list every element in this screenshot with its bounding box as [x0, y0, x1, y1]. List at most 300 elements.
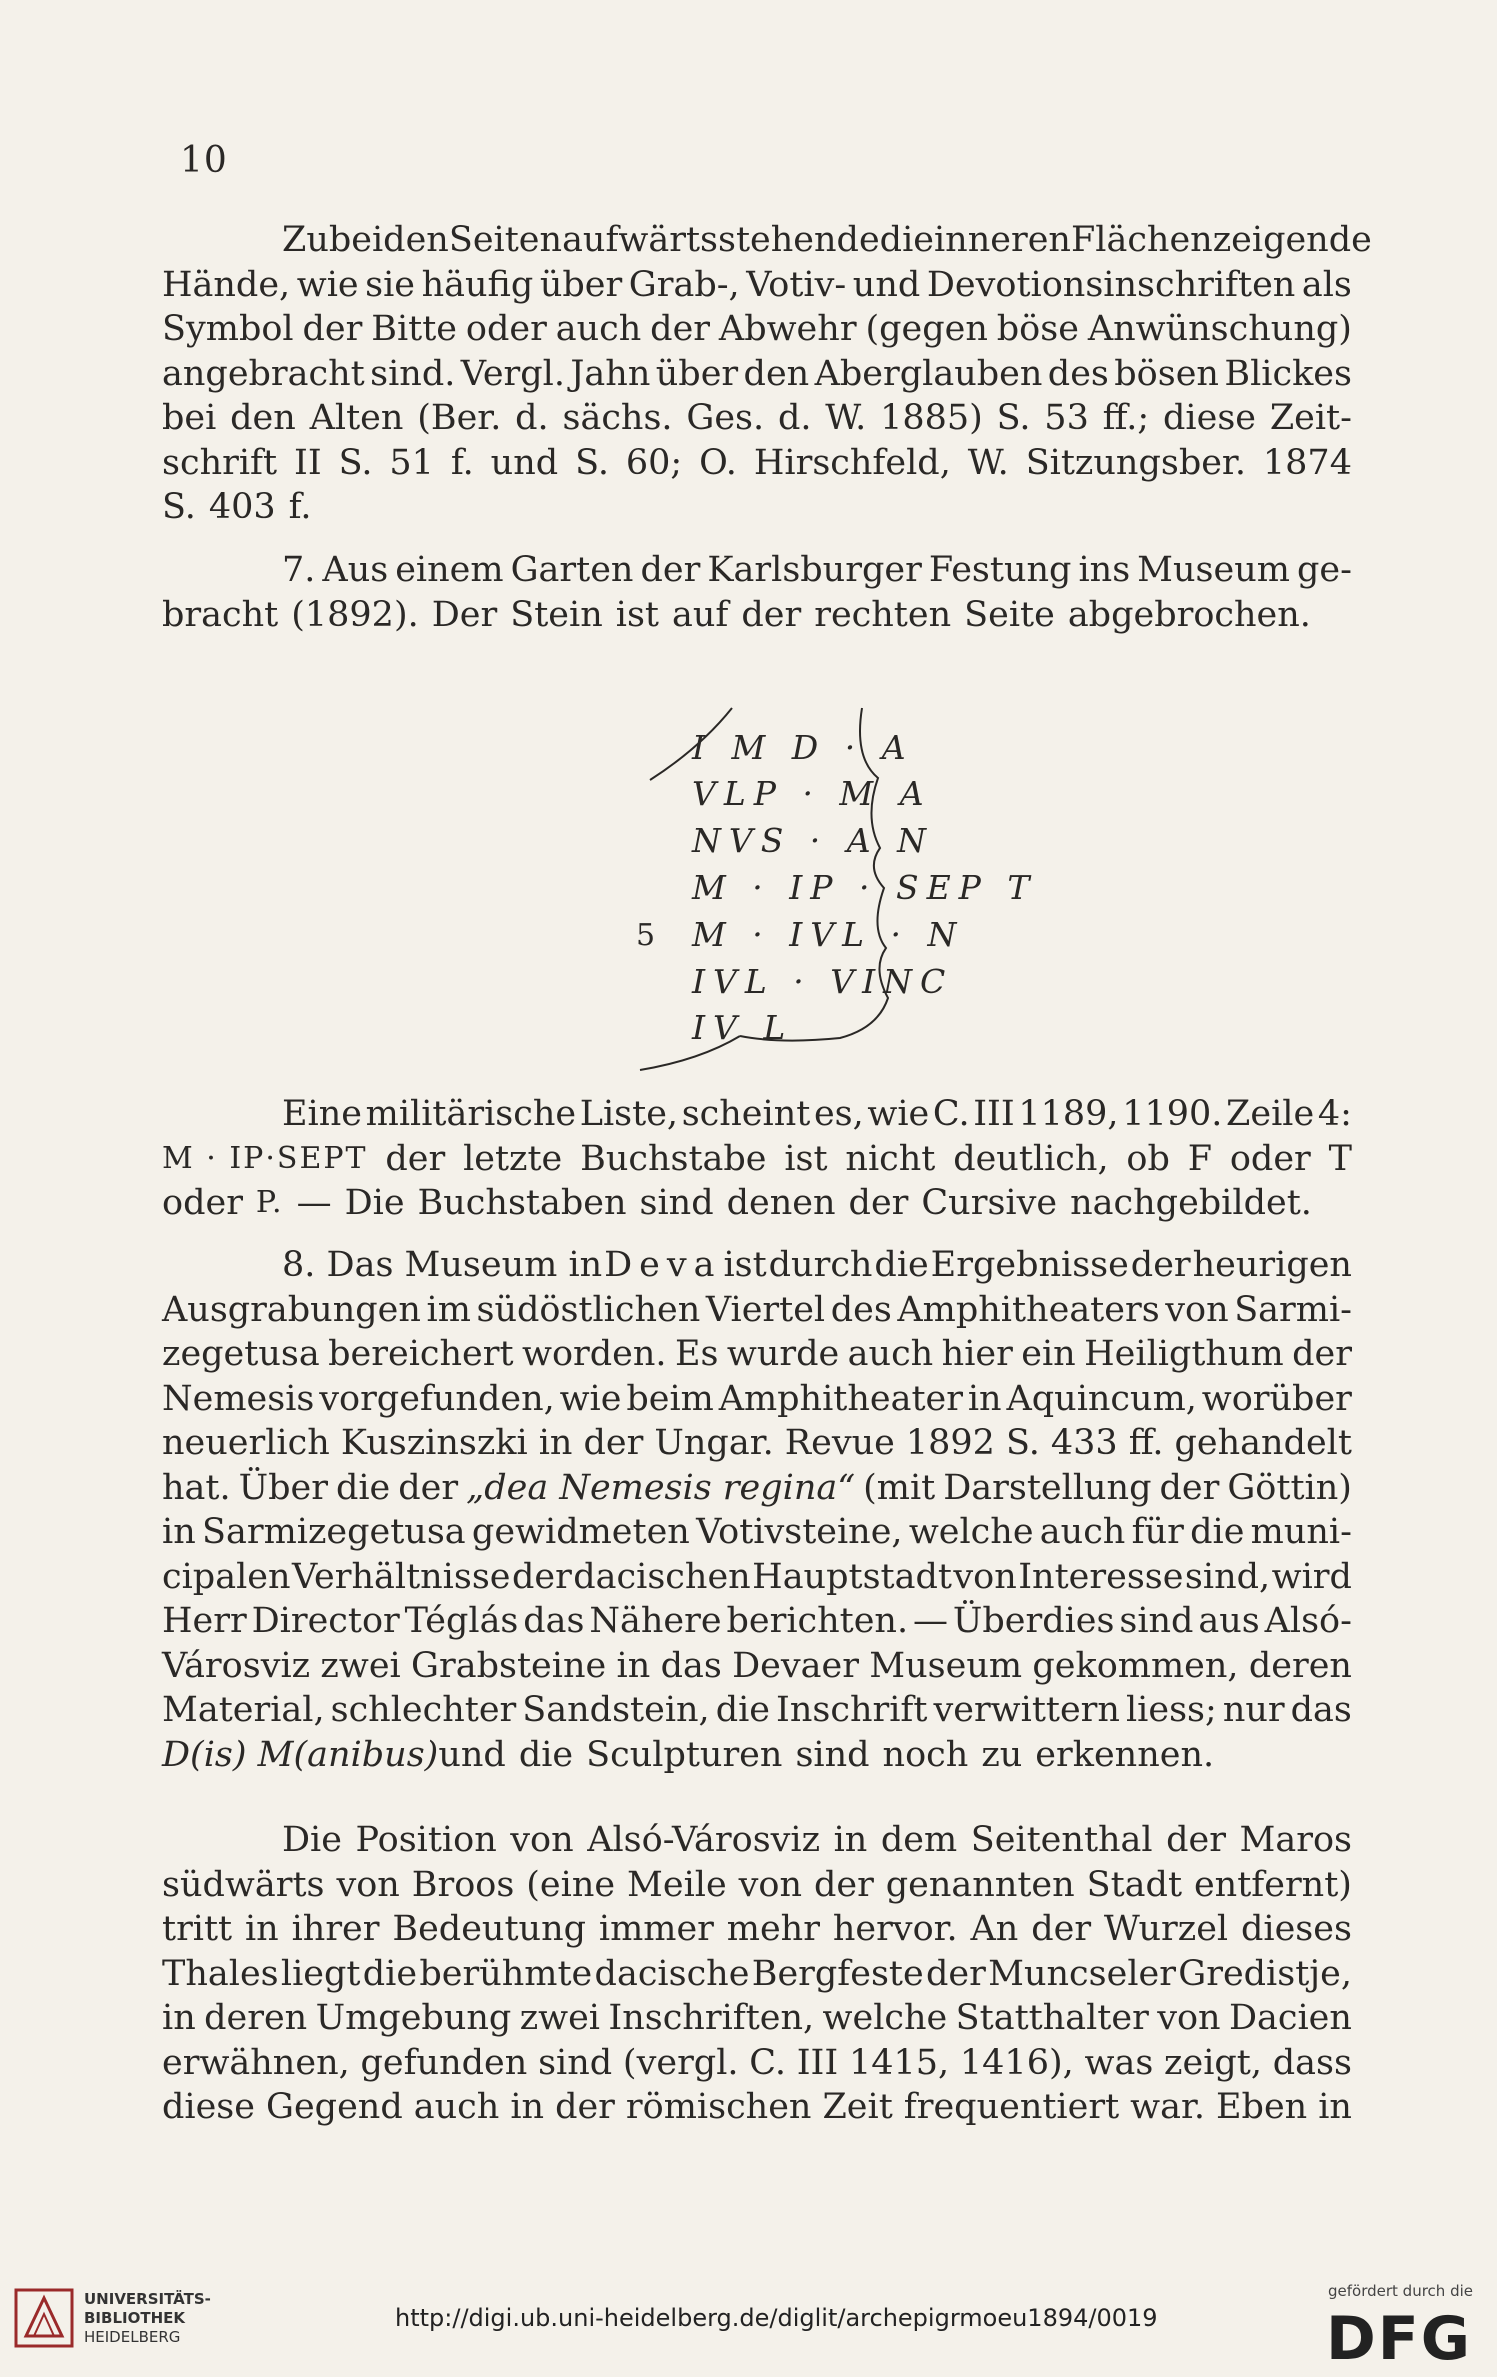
word: Aberglauben	[814, 353, 1043, 394]
word: Nähere	[589, 1601, 722, 1641]
word: Sarmi-	[1234, 1289, 1352, 1330]
word: Inschrift	[776, 1690, 928, 1730]
word: in	[162, 1512, 196, 1552]
word: in	[967, 1378, 1002, 1419]
word: der	[1166, 1820, 1226, 1860]
word: 1190.	[1122, 1094, 1223, 1134]
paragraph-4	[162, 1243, 1352, 1777]
paragraph-2	[162, 548, 1352, 637]
page-number: 10	[180, 140, 228, 181]
word: der	[302, 309, 363, 349]
word: wird	[1271, 1556, 1352, 1597]
word: Kuszinszki	[340, 1423, 528, 1463]
inscription-line: I M D · A	[692, 728, 914, 767]
word: Der	[431, 594, 498, 635]
library-name-line: BIBLIOTHEK	[84, 2309, 185, 2327]
word: 8. Das Museum in	[282, 1245, 603, 1285]
word: Garten	[510, 550, 634, 590]
inscription-line: NVS · A N	[692, 821, 934, 860]
text-line	[162, 1332, 1352, 1377]
word: wie	[867, 1094, 930, 1134]
word: 1415,	[848, 2042, 950, 2083]
word: schrift	[162, 442, 278, 483]
word: bei	[162, 398, 217, 438]
word: Grab-,	[628, 264, 740, 305]
word: bereichert	[328, 1334, 514, 1374]
word: Anwünschung)	[1087, 309, 1352, 349]
word: der	[1292, 1334, 1352, 1374]
word: Amphitheater	[718, 1378, 963, 1419]
word: Nemesis	[162, 1378, 315, 1419]
word: Museum	[869, 1645, 1023, 1686]
dfg-logo: DFG	[1326, 2304, 1473, 2374]
word: ist	[784, 1138, 828, 1179]
word: auch	[413, 2087, 500, 2127]
word: auch	[847, 1334, 934, 1374]
word: S.	[162, 487, 196, 527]
word: 1885)	[880, 398, 983, 438]
word: militärische	[365, 1094, 577, 1134]
word: in	[1318, 2087, 1352, 2127]
word: zegetusa	[162, 1334, 320, 1374]
word: ins	[1078, 550, 1131, 590]
word: f.	[288, 487, 312, 527]
word: wurde	[726, 1334, 840, 1374]
word: über	[655, 353, 739, 394]
word: ein	[1021, 1334, 1076, 1374]
word: das	[1290, 1690, 1352, 1730]
word: 1874	[1262, 442, 1352, 483]
word: der	[583, 1423, 644, 1463]
word: immer	[598, 1909, 714, 1949]
word: cipalen	[162, 1556, 291, 1597]
word: aufwärtsstehende	[562, 220, 880, 260]
word: gewidmeten	[471, 1512, 690, 1552]
word: der	[925, 1953, 986, 1994]
word: ff.;	[1102, 398, 1150, 438]
word: —	[296, 1183, 332, 1223]
word: liegt	[280, 1953, 361, 1994]
word: den	[230, 398, 296, 438]
word: die	[715, 1690, 771, 1730]
word: gekommen,	[1032, 1645, 1239, 1686]
text-line	[162, 1510, 1352, 1555]
word: d.	[777, 398, 812, 438]
word: erkennen.	[1035, 1734, 1215, 1775]
word: Seitenthal	[970, 1820, 1153, 1860]
word: Über	[238, 1467, 328, 1508]
word: Devaer	[732, 1645, 859, 1686]
word: auch	[555, 309, 642, 349]
word: der	[813, 1864, 874, 1905]
word: oder	[1229, 1138, 1311, 1179]
word: worüber	[1201, 1378, 1352, 1419]
word: Es	[674, 1334, 719, 1374]
word: Revue	[784, 1423, 895, 1463]
word: Herr	[162, 1601, 247, 1641]
word: südwärts	[162, 1864, 325, 1905]
word: Seiten	[448, 220, 563, 260]
word: Meile	[627, 1864, 727, 1905]
word: Statthalter	[955, 1998, 1149, 2038]
word: was	[1084, 2042, 1154, 2083]
word: scheint	[681, 1094, 811, 1134]
inscription-line: IV L	[692, 1008, 794, 1047]
text-line	[162, 1466, 1352, 1511]
word: von	[510, 1820, 574, 1860]
text-line	[162, 307, 1352, 352]
word: 51	[389, 442, 434, 483]
word: zeigende	[1212, 220, 1372, 260]
word: deutlich,	[953, 1138, 1109, 1179]
word: vorgefunden,	[319, 1378, 555, 1419]
word: oder	[162, 1183, 243, 1223]
word: Heiligthum	[1084, 1334, 1284, 1374]
word: 1892	[905, 1423, 995, 1463]
word: sind	[1119, 1601, 1194, 1641]
word: Vergl.	[460, 353, 565, 394]
word: auf	[671, 594, 729, 635]
word: Hände,	[162, 264, 291, 305]
word: d.	[515, 398, 549, 438]
word: von	[953, 1556, 1017, 1597]
text-line	[162, 2041, 1352, 2086]
text-line	[162, 1421, 1352, 1466]
word: der	[398, 1467, 459, 1508]
word: Sitzungsber.	[1025, 442, 1246, 483]
word: Wurzel	[1103, 1909, 1229, 1949]
word: Gredistje,	[1178, 1953, 1352, 1994]
word: Darstellung	[943, 1467, 1152, 1508]
word: in	[538, 1423, 573, 1463]
library-name-line: UNIVERSITÄTS-	[84, 2290, 211, 2308]
funded-by-label: gefördert durch die	[1328, 2282, 1473, 2300]
word: dieses	[1240, 1909, 1352, 1949]
word: berichten.	[726, 1601, 909, 1641]
word: nachgebildet.	[1070, 1183, 1312, 1223]
word: Material,	[162, 1690, 325, 1730]
inscription-quote: M · IP·SEPT	[162, 1140, 368, 1176]
word: der	[1130, 1245, 1191, 1285]
word: Die	[344, 1183, 405, 1223]
word: die	[874, 1245, 929, 1285]
text-line	[162, 1644, 1352, 1689]
word: ff.	[1128, 1423, 1164, 1463]
word: diese	[162, 2087, 255, 2127]
word: nur	[1222, 1690, 1285, 1730]
word: Ergebnisse	[930, 1245, 1129, 1285]
word: und	[852, 264, 921, 305]
word: ob	[1126, 1138, 1170, 1179]
word: der	[1159, 1467, 1220, 1508]
word: gehandelt	[1174, 1423, 1352, 1463]
word: frequentiert	[903, 2087, 1120, 2127]
word: (gegen	[865, 309, 988, 349]
word: Ungar.	[654, 1423, 774, 1463]
text-line	[162, 441, 1352, 486]
inscription-line: VLP · M A	[692, 774, 932, 813]
inscription-figure	[636, 708, 1038, 1068]
word: zwei	[519, 1998, 600, 2038]
word: sächs.	[562, 398, 673, 438]
word: Flächen	[1070, 220, 1213, 260]
word: f.	[450, 442, 474, 483]
word: wie	[559, 1378, 622, 1419]
word: entfernt)	[1193, 1864, 1352, 1905]
word: sind	[795, 1734, 870, 1775]
word: Interesse	[1018, 1556, 1184, 1597]
word: sind.	[370, 353, 456, 394]
text-line	[162, 1092, 1352, 1137]
word: Bitte	[371, 309, 458, 349]
word: dacische	[594, 1953, 750, 1994]
word: Verhältnisse	[291, 1556, 511, 1597]
text-line	[162, 1243, 1352, 1288]
word: angebracht	[162, 353, 365, 394]
word: hervor.	[832, 1909, 958, 1949]
word: noch	[882, 1734, 969, 1775]
italic-formula: D(is) M(anibus)	[162, 1734, 439, 1775]
word: gefunden	[360, 2042, 528, 2083]
word: Alsó-	[1264, 1601, 1352, 1641]
word: der	[640, 550, 701, 590]
word: zu	[981, 1734, 1023, 1775]
word: von	[336, 1864, 400, 1905]
word: liess;	[1125, 1690, 1217, 1730]
word: neuerlich	[162, 1423, 330, 1463]
library-name-line: HEIDELBERG	[84, 2328, 181, 2346]
word: in	[833, 1820, 868, 1860]
word: Stadt	[1086, 1864, 1183, 1905]
word: Karlsburger	[707, 550, 922, 590]
word: der	[848, 1183, 909, 1223]
word: dass	[1272, 2042, 1352, 2083]
word: der	[1031, 1909, 1092, 1949]
library-logo-icon	[14, 2288, 74, 2348]
word: 403	[208, 487, 276, 527]
word: der	[741, 594, 802, 635]
word: mehr	[726, 1909, 820, 1949]
word: ihrer	[291, 1909, 380, 1949]
word: deren	[204, 1998, 308, 2038]
word: die	[879, 220, 934, 260]
word: im	[426, 1289, 471, 1330]
word: An	[970, 1909, 1019, 1949]
text-line	[162, 1733, 1352, 1778]
spaced-place-name: Deva	[604, 1245, 722, 1285]
inscription-line-number: 5	[636, 918, 656, 953]
word: des	[830, 1289, 892, 1330]
text-line	[162, 1181, 1352, 1226]
word: rechten	[814, 594, 952, 635]
text-line	[162, 1996, 1352, 2041]
word: hat.	[162, 1467, 231, 1508]
word: 7.	[282, 550, 316, 590]
word: Maros	[1239, 1820, 1352, 1860]
word: aus	[1198, 1601, 1260, 1641]
word: Aus	[322, 550, 389, 590]
text-line	[162, 1137, 1352, 1182]
word: nicht	[845, 1138, 936, 1179]
word: W.	[825, 398, 867, 438]
word: in	[510, 2087, 545, 2127]
word: 433	[1050, 1423, 1118, 1463]
italic-quote: „dea Nemesis regina“	[466, 1467, 856, 1508]
word: letzte	[463, 1138, 563, 1179]
word: Bedeutung	[392, 1909, 587, 1949]
word: Gegend	[266, 2087, 403, 2127]
word: abgebrochen.	[1067, 594, 1311, 635]
word: wie	[296, 264, 359, 305]
word: Muncseler	[988, 1953, 1176, 1994]
word: Seite	[964, 594, 1055, 635]
word: von	[1165, 1289, 1229, 1330]
library-name	[84, 2290, 211, 2347]
word: ge-	[1296, 550, 1352, 590]
word: II	[294, 442, 322, 483]
text-line	[162, 485, 1352, 530]
word: das	[660, 1645, 722, 1686]
word: Director	[251, 1601, 400, 1641]
word: über	[539, 264, 623, 305]
paragraph-5	[162, 1818, 1352, 2130]
word: der	[511, 1556, 572, 1597]
paragraph-3	[162, 1092, 1352, 1226]
word: auch	[1039, 1512, 1126, 1552]
word: denen	[726, 1183, 836, 1223]
word: worden.	[521, 1334, 667, 1374]
word: dacischen	[573, 1556, 751, 1597]
word: Alten	[309, 398, 404, 438]
word: 1189,	[1018, 1094, 1119, 1134]
word: häufig	[421, 264, 534, 305]
word: der	[385, 1138, 446, 1179]
word: Amphitheaters	[897, 1289, 1160, 1330]
inscription-line: M · IP · SEP T	[692, 868, 1038, 907]
word: die	[1190, 1512, 1245, 1552]
word: 4:	[1317, 1094, 1352, 1134]
text-line	[162, 1818, 1352, 1863]
word: ist	[615, 594, 659, 635]
text-line	[162, 1555, 1352, 1600]
word: war.	[1130, 2087, 1205, 2127]
word: Buchstabe	[580, 1138, 767, 1179]
word: in	[616, 1645, 651, 1686]
word: von	[1157, 1998, 1221, 2038]
word: Position	[355, 1820, 497, 1860]
word: Dacien	[1228, 1998, 1352, 2038]
word: Zeit-	[1269, 398, 1352, 438]
inscription-line: IVL · VINC	[692, 962, 954, 1001]
text-line	[162, 1952, 1352, 1997]
word: berühmte	[419, 1953, 593, 1994]
word: Ausgrabungen	[162, 1289, 421, 1330]
word: Eben	[1215, 2087, 1308, 2127]
word: die	[335, 1467, 391, 1508]
word: das	[523, 1601, 585, 1641]
text-line	[162, 1907, 1352, 1952]
word: erwähnen,	[162, 2042, 350, 2083]
word: der	[555, 2087, 615, 2127]
word: und	[438, 1734, 506, 1775]
word: die	[518, 1734, 574, 1775]
word: und	[490, 442, 559, 483]
word: Votiv-	[746, 264, 847, 305]
source-url-link[interactable]: http://digi.ub.uni-heidelberg.de/diglit/archepigrmoeu1894/0019	[395, 2304, 1158, 2332]
word: C.	[749, 2042, 786, 2083]
word: bracht	[162, 594, 279, 635]
word: Hauptstadt	[752, 1556, 952, 1597]
word: heurigen	[1192, 1245, 1352, 1285]
word: muni-	[1250, 1512, 1352, 1552]
word: Umgebung	[315, 1998, 512, 2038]
word: Városviz	[162, 1645, 311, 1686]
footer-bar	[0, 2268, 1497, 2377]
word: genannten	[885, 1864, 1075, 1905]
word: (eine	[526, 1864, 616, 1905]
word: römischen	[625, 2087, 812, 2127]
paragraph-1	[162, 218, 1372, 530]
word: für	[1131, 1512, 1184, 1552]
word: sie	[365, 264, 416, 305]
word: Festung	[928, 550, 1072, 590]
word: Symbol	[162, 309, 294, 349]
word: Liste,	[579, 1094, 679, 1134]
word: Zeit	[822, 2087, 893, 2127]
word: einem	[395, 550, 504, 590]
word: W.	[967, 442, 1009, 483]
text-line	[162, 548, 1352, 593]
word: hier	[941, 1334, 1013, 1374]
word: Ges.	[686, 398, 765, 438]
word: tritt	[162, 1909, 233, 1949]
word: zeigt,	[1164, 2042, 1262, 2083]
word: sind,	[1184, 1556, 1271, 1597]
word: in	[244, 1909, 279, 1949]
word: Die	[282, 1820, 342, 1860]
word: inneren	[933, 220, 1071, 260]
word: welche	[822, 1998, 948, 2038]
word: O.	[699, 442, 737, 483]
text-line	[162, 593, 1352, 638]
word: Devotionsinschriften	[926, 264, 1296, 305]
word: T	[1328, 1138, 1352, 1179]
inscription-line: M · IVL · N	[692, 915, 965, 954]
word: durch	[768, 1245, 873, 1285]
word: Blickes	[1224, 353, 1352, 394]
word: südöstlichen	[476, 1289, 701, 1330]
word: der	[650, 309, 711, 349]
word: in	[162, 1998, 196, 2038]
word: zwei	[320, 1645, 401, 1686]
text-line	[162, 1688, 1352, 1733]
word: Sculpturen	[586, 1734, 783, 1775]
word: 60;	[625, 442, 683, 483]
text-line	[162, 1288, 1352, 1333]
text-line	[162, 1599, 1352, 1644]
word: S.	[996, 398, 1031, 438]
word: diese	[1163, 398, 1257, 438]
text-line	[162, 1863, 1352, 1908]
word: (Ber.	[417, 398, 502, 438]
word: Votivsteine,	[696, 1512, 903, 1552]
word: schlechter	[330, 1690, 517, 1730]
word: 1416),	[959, 2042, 1074, 2083]
word: beiden	[328, 220, 449, 260]
word: Überdies	[952, 1601, 1115, 1641]
word: Göttin)	[1227, 1467, 1352, 1508]
word: Broos	[411, 1864, 515, 1905]
